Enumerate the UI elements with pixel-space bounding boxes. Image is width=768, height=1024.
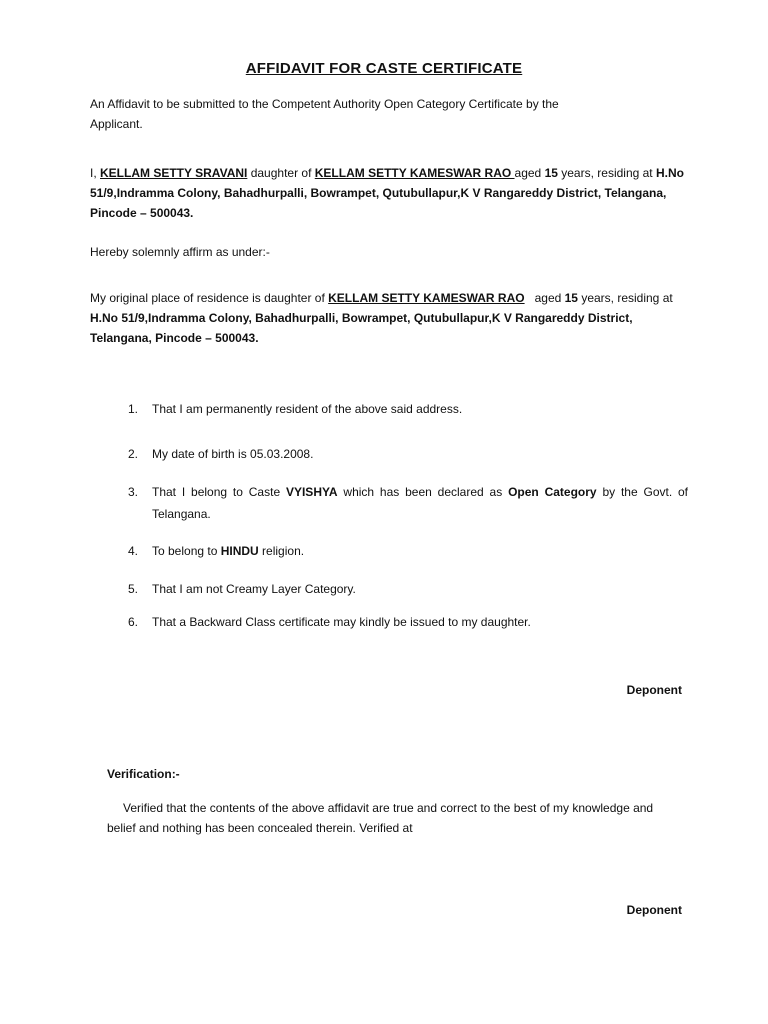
declaration-mid-1: daughter of [247,166,315,180]
deponent-signature-1: Deponent [626,683,682,697]
applicant-address: H.No 51/9,Indramma Colony, Bahadhurpalli, Bowrampet, Qutubullapur,K V Rangareddy District, Telangana, Pincode – 500043. [90,166,684,220]
residence-address: H.No 51/9,Indramma Colony, Bahadhurpalli, Bowrampet, Qutubullapur,K V Rangareddy District, Telangana, Pincode – 500043. [90,311,633,345]
list-text: My date of birth is 05.03.2008. [152,447,314,461]
list-number: 6. [128,615,139,629]
caste-category: Open Category [508,485,597,499]
list-number: 3. [128,485,139,499]
list-item-2 [128,443,688,465]
list-item-3 [128,481,688,525]
caste-post: by the Govt. of Telangana. [152,485,689,521]
list-item-4 [128,540,688,562]
applicant-name: KELLAM SETTY SRAVANI [100,166,248,180]
caste-mid: which has been declared as [337,485,509,499]
affirm-line: Hereby solemnly affirm as under:- [90,245,270,259]
list-item-1 [128,398,688,420]
residence-age: 15 [564,291,578,305]
deponent-signature-2: Deponent [626,903,682,917]
caste-name: VYISHYA [285,485,338,499]
religion-name: HINDU [220,544,259,558]
list-text: That I am not Creamy Layer Category. [152,582,356,596]
declaration-prefix: I, [90,166,101,180]
declaration-paragraph [90,163,686,223]
father-name: KELLAM SETTY KAMESWAR RAO [314,166,515,180]
list-text: That a Backward Class certificate may kindly be issued to my daughter. [152,615,531,629]
list-number: 4. [128,544,139,558]
residence-mid: aged [524,291,565,305]
declaration-mid-3: years, residing at [557,166,656,180]
list-number: 1. [128,402,139,416]
caste-pre: That I belong to Caste [152,485,286,499]
list-number: 5. [128,582,139,596]
intro-line-2: Applicant. [90,117,143,131]
religion-post: religion. [258,544,305,558]
verification-heading: Verification:- [107,767,180,781]
intro-line-1: An Affidavit to be submitted to the Competent Authority Open Category Certificate by the [90,97,559,111]
applicant-age: 15 [544,166,558,180]
verification-body: Verified that the contents of the above affidavit are true and correct to the best of my knowledge and belief and nothing has been concealed therein. Verified at [107,801,654,835]
intro-paragraph [90,94,690,134]
list-number: 2. [128,447,139,461]
religion-pre: To belong to [152,544,221,558]
residence-father-name: KELLAM SETTY KAMESWAR RAO [328,291,525,305]
list-text: That I am permanently resident of the above said address. [152,402,463,416]
residence-paragraph [90,288,686,348]
declaration-mid-2: aged [514,166,545,180]
list-item-5 [128,578,688,600]
document-title: AFFIDAVIT FOR CASTE CERTIFICATE [245,60,523,77]
list-item-6 [128,611,688,633]
residence-mid-2: years, residing at [577,291,673,305]
list-text [152,540,688,562]
list-text [152,481,688,525]
residence-prefix: My original place of residence is daughter of [90,291,329,305]
